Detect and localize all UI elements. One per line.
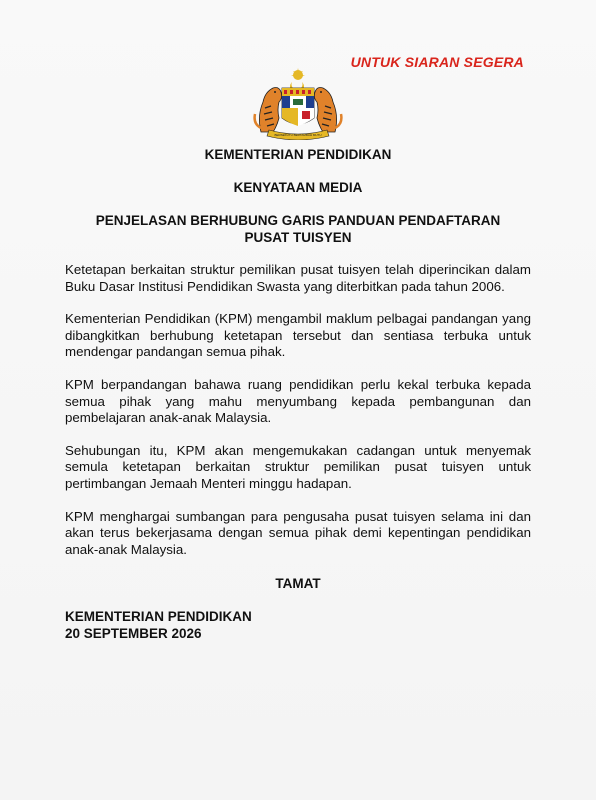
right-tiger-icon <box>314 88 341 133</box>
end-mark: TAMAT <box>275 576 321 591</box>
paragraph: Ketetapan berkaitan struktur pemilikan pusat tuisyen telah diperincikan dalam Buku Dasar Institusi Pendidikan Swasta yang diterbitkan pada tahun 2006. <box>65 262 531 294</box>
paragraph: KPM menghargai sumbangan para pengusaha pusat tuisyen selama ini dan akan terus bekerjasama dengan semua pihak demi kepentingan pendidikan anak-anak Malaysia. <box>65 508 531 557</box>
headline-line-1: PENJELASAN BERHUBUNG GARIS PANDUAN PENDAFTARAN <box>95 213 501 228</box>
statement-type: KENYATAAN MEDIA <box>233 180 363 195</box>
shield-icon <box>282 88 314 126</box>
motto-scroll <box>267 130 329 140</box>
signatory: KEMENTERIAN PENDIDIKAN <box>65 609 252 624</box>
ministry-title: KEMENTERIAN PENDIDIKAN <box>204 147 392 162</box>
release-label: UNTUK SIARAN SEGERA <box>350 54 524 70</box>
release-date: 20 SEPTEMBER 2026 <box>65 626 202 641</box>
signature-block <box>65 608 252 642</box>
left-tiger-icon <box>255 88 282 133</box>
headline <box>60 212 536 246</box>
coat-of-arms-crest <box>247 68 349 140</box>
headline-line-2: PUSAT TUISYEN <box>244 230 352 245</box>
statement-body <box>65 262 531 574</box>
paragraph: Sehubungan itu, KPM akan mengemukakan cadangan untuk menyemak semula ketetapan berkaitan struktur pemilikan pusat tuisyen untuk pertimbangan Jemaah Menteri minggu hadapan. <box>65 442 531 491</box>
paragraph: KPM berpandangan bahawa ruang pendidikan perlu kekal terbuka kepada semua pihak yang mahu menyumbang kepada pembangunan dan pembelajaran anak-anak Malaysia. <box>65 376 531 426</box>
crest-motto: BERSEKUTU BERTAMBAH MUTU <box>274 133 322 137</box>
paragraph: Kementerian Pendidikan (KPM) mengambil maklum pelbagai pandangan yang dibangkitkan berhubung ketetapan tersebut dan sentiasa terbuka untuk mendengar pandangan semua pihak. <box>65 311 531 360</box>
